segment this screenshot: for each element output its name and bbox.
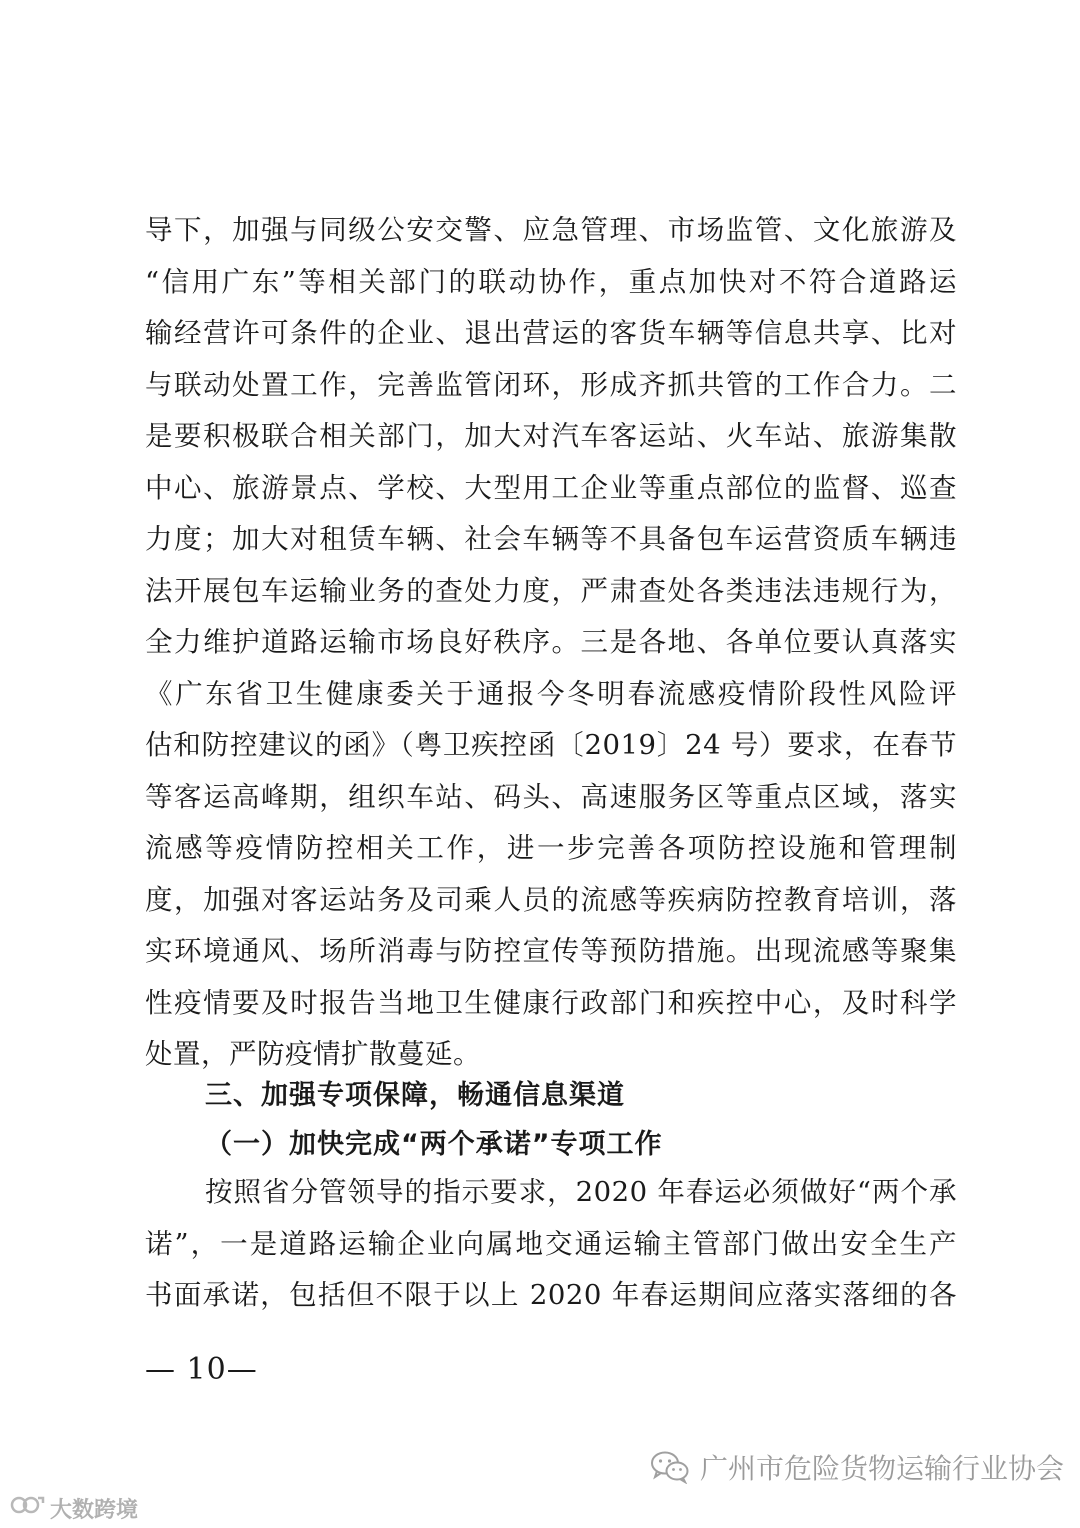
text-line: 处置，严防疫情扩散蔓延。 [145,1038,481,1070]
text-line: 流感等疫情防控相关工作，进一步完善各项防控设施和管理制 [145,832,957,864]
corner-logo [10,1492,138,1524]
corner-logo-text: 大数跨境 [50,1497,139,1523]
text-line: 性疫情要及时报告当地卫生健康行政部门和疾控中心，及时科学 [145,986,957,1019]
section-heading: 三、加强专项保障，畅通信息渠道 [205,1080,625,1111]
text-line: 实环境通风、场所消毒与防控宣传等预防措施。出现流感等聚集 [145,935,957,967]
text-line: 诺”，一是道路运输企业向属地交通运输主管部门做出安全生产 [145,1227,957,1260]
text-line: 全力维护道路运输市场良好秩序。三是各地、各单位要认真落实 [145,626,957,658]
subsection-heading: （一）加快完成“两个承诺”专项工作 [205,1129,663,1160]
paragraph-1 [145,205,957,1081]
text-line: 书面承诺，包括但不限于以上 2020 年春运期间应落实落细的各 [145,1279,957,1311]
text-line: 等客运高峰期，组织车站、码头、高速服务区等重点区域，落实 [145,780,957,813]
text-line: 中心、旅游景点、学校、大型用工企业等重点部位的监督、巡查 [145,471,957,504]
text-line: 度，加强对客运站务及司乘人员的流感等疾病防控教育培训，落 [145,883,957,916]
text-line: 与联动处置工作，完善监管闭环，形成齐抓共管的工作合力。二 [145,368,957,401]
text-line: “信用广东”等相关部门的联动协作，重点加快对不符合道路运 [145,265,957,298]
text-line: 是要积极联合相关部门，加大对汽车客运站、火车站、旅游集散 [145,420,957,452]
page-number: — 10— [145,1352,258,1387]
watermark-text: 广州市危险货物运输行业协会 [700,1452,1065,1485]
text-line: 法开展包车运输业务的查处力度，严肃查处各类违法违规行为， [145,574,957,607]
logo-mark-icon [10,1492,46,1524]
text-line: 力度；加大对租赁车辆、社会车辆等不具备包车运营资质车辆违 [145,523,957,555]
text-line: 导下，加强与同级公安交警、应急管理、市场监管、文化旅游及 [145,214,957,246]
text-line: 《广东省卫生健康委关于通报今冬明春流感疫情阶段性风险评 [145,677,957,710]
text-line: 输经营许可条件的企业、退出营运的客货车辆等信息共享、比对 [145,317,957,349]
wechat-watermark [650,1447,1064,1487]
paragraph-2 [145,1167,957,1322]
text-line: 估和防控建议的函》（粤卫疾控函〔2019〕24 号）要求，在春节 [145,729,957,761]
wechat-icon [650,1450,690,1484]
text-line: 按照省分管领导的指示要求，2020 年春运必须做好“两个承 [205,1176,957,1208]
